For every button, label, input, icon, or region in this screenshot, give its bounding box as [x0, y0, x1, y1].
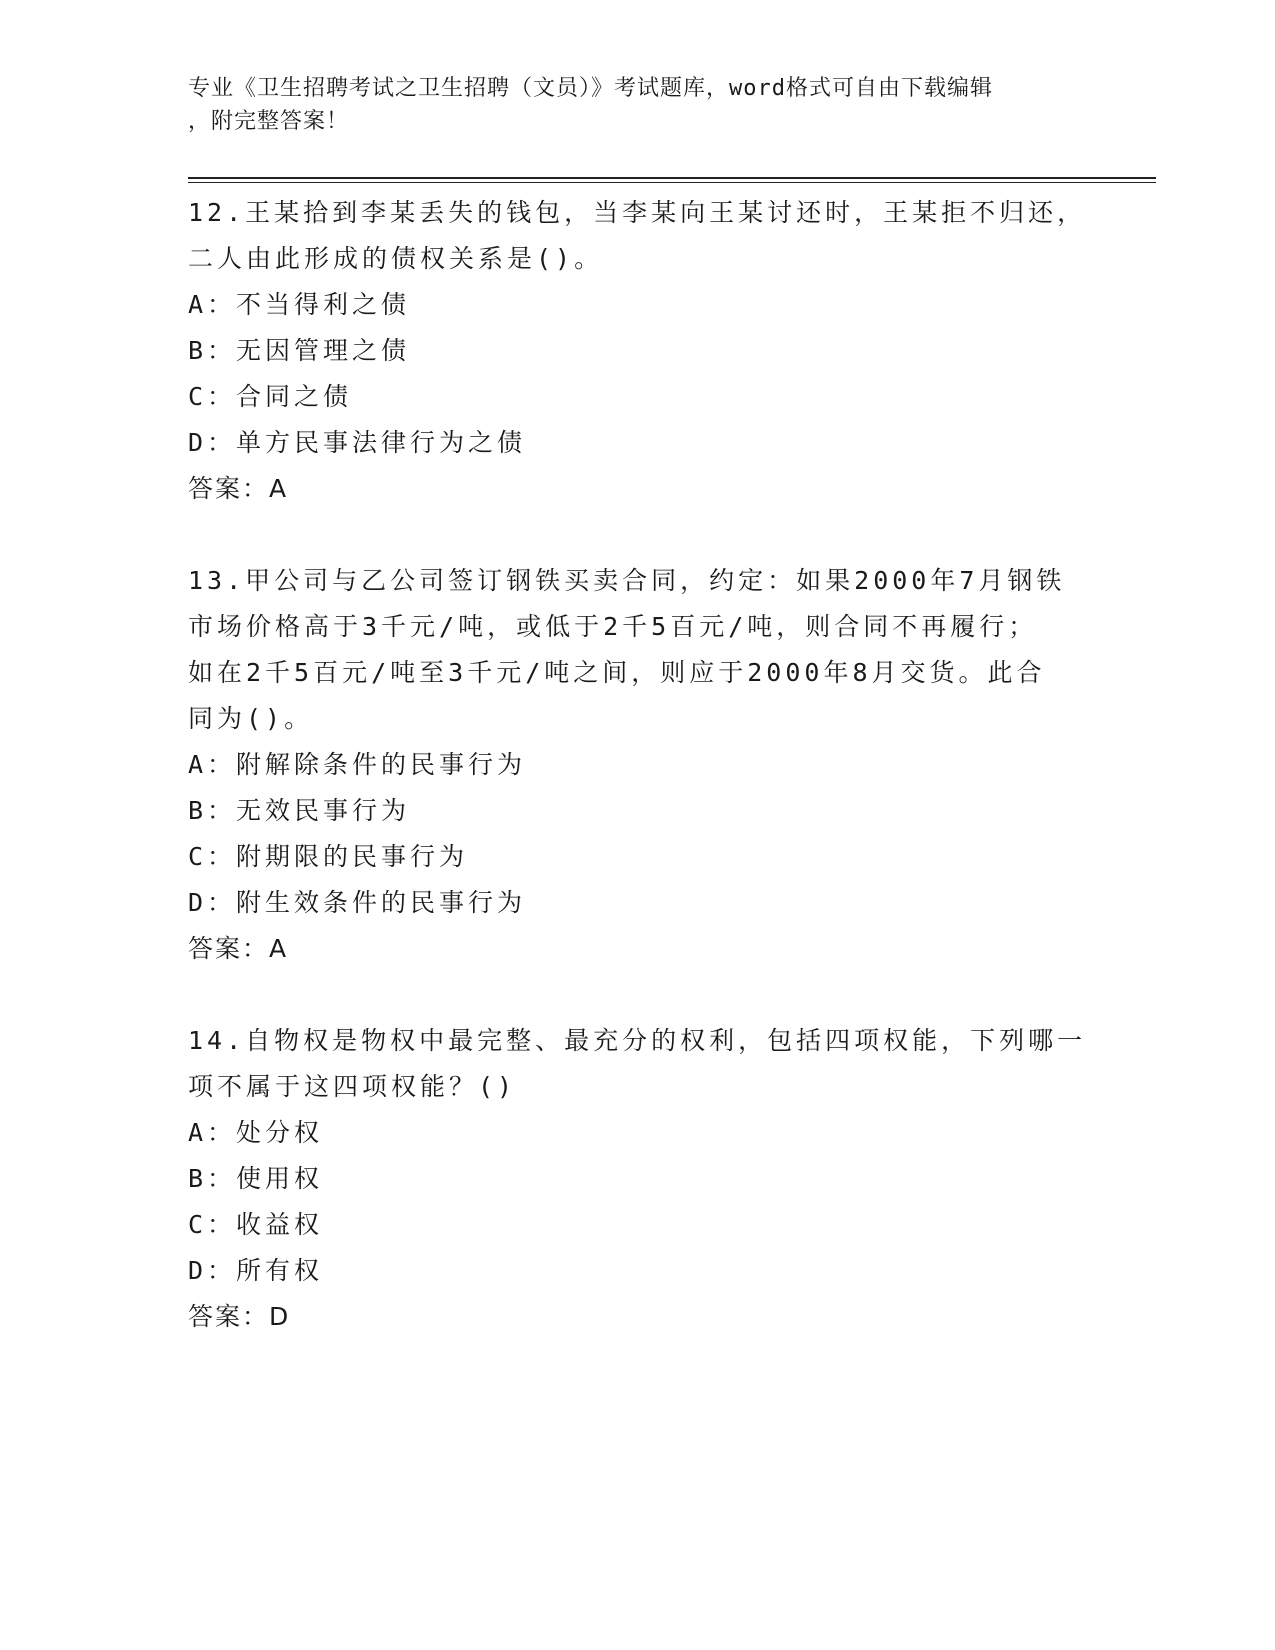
question-stem-line: 同为()。 [188, 704, 314, 733]
question-stem-line: 市场价格高于3千元/吨，或低于2千5百元/吨，则合同不再履行； [188, 612, 1038, 641]
option-d: D：单方民事法律行为之债 [188, 428, 527, 457]
option-b: B：无因管理之债 [188, 336, 411, 365]
question-13 [188, 558, 1088, 972]
question-stem-line: 14.自物权是物权中最完整、最充分的权利，包括四项权能，下列哪一 [188, 1026, 1087, 1055]
option-a: A：附解除条件的民事行为 [188, 750, 527, 779]
header-divider-thick [188, 177, 1156, 179]
question-stem-line: 如在2千5百元/吨至3千元/吨之间，则应于2000年8月交货。此合 [188, 658, 1046, 687]
question-stem-line: 二人由此形成的债权关系是()。 [188, 244, 604, 273]
option-b: B：使用权 [188, 1164, 324, 1193]
header-line-2: ，附完整答案！ [188, 109, 350, 134]
question-stem-line: 12.王某拾到李某丢失的钱包，当李某向王某讨还时，王某拒不归还， [188, 198, 1087, 227]
option-d: D：附生效条件的民事行为 [188, 888, 527, 917]
option-d: D：所有权 [188, 1256, 324, 1285]
question-14 [188, 1018, 1088, 1340]
header-line-1: 专业《卫生招聘考试之卫生招聘（文员）》考试题库，word格式可自由下载编辑 [188, 76, 993, 101]
answer-text: 答案：A [188, 474, 289, 503]
option-a: A：处分权 [188, 1118, 324, 1147]
option-c: C：附期限的民事行为 [188, 842, 469, 871]
question-list [188, 190, 1088, 1386]
question-stem-line: 项不属于这四项权能？() [188, 1072, 517, 1101]
answer-text: 答案：A [188, 934, 289, 963]
header-divider-thin [188, 182, 1156, 183]
answer-text: 答案：D [188, 1302, 291, 1331]
option-c: C：合同之债 [188, 382, 353, 411]
option-b: B：无效民事行为 [188, 796, 411, 825]
option-a: A：不当得利之债 [188, 290, 411, 319]
document-header [188, 72, 1088, 138]
question-12 [188, 190, 1088, 512]
question-stem-line: 13.甲公司与乙公司签订钢铁买卖合同，约定：如果2000年7月钢铁 [188, 566, 1066, 595]
option-c: C：收益权 [188, 1210, 324, 1239]
